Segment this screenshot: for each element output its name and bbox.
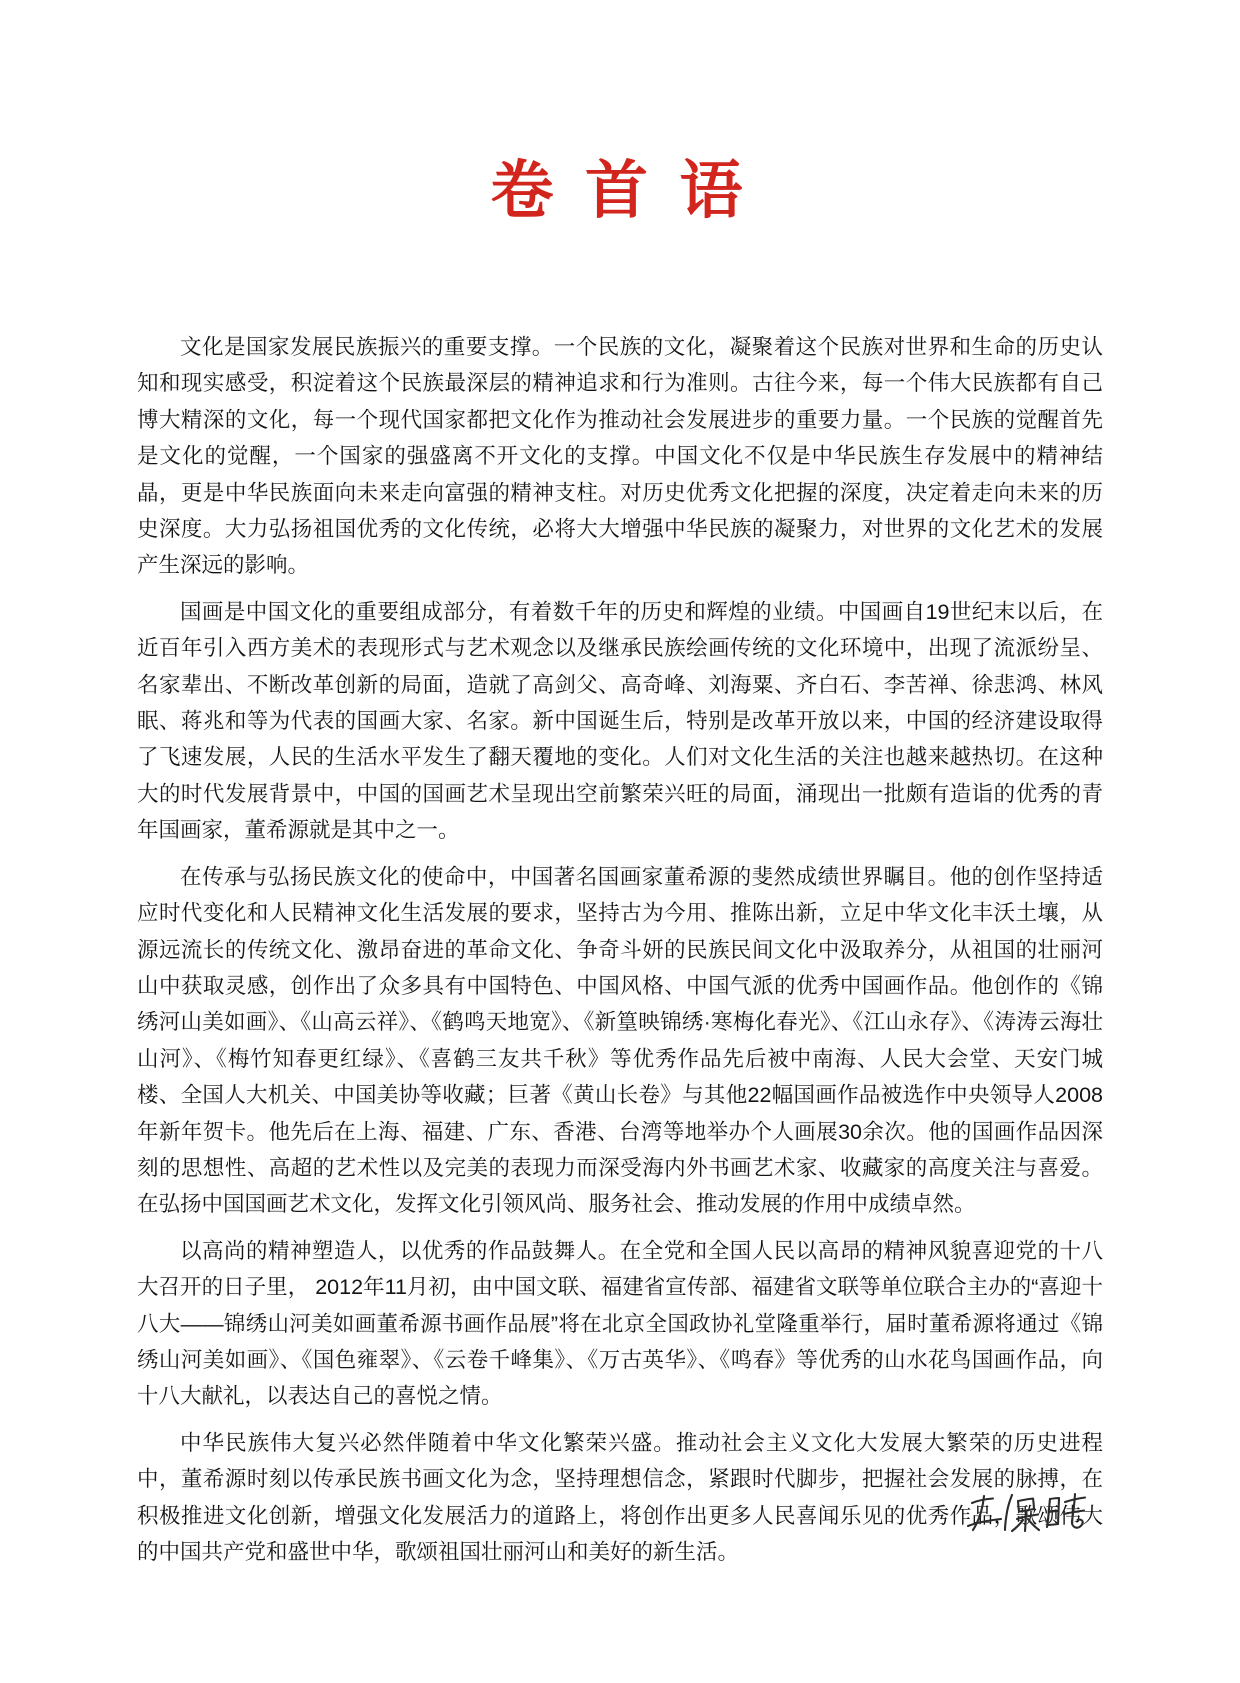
paragraph-1: 文化是国家发展民族振兴的重要支撑。一个民族的文化，凝聚着这个民族对世界和生命的历史认知和现实感受，积淀着这个民族最深层的精神追求和行为准则。古往今来，每一个伟大民族都有自己博大精深的文化，每一个现代国家都把文化作为推动社会发展进步的重要力量。一个民族的觉醒首先是文化的觉醒，一个国家的强盛离不开文化的支撑。中国文化不仅是中华民族生存发展中的精神结晶，更是中华民族面向未来走向富强的精神支柱。对历史优秀文化把握的深度，决定着走向未来的历史深度。大力弘扬祖国优秀的文化传统，必将大大增强中华民族的凝聚力，对世界的文化艺术的发展产生深远的影响。 xyxy=(137,335,1103,578)
document-body xyxy=(137,329,1103,1580)
paragraph-2: 国画是中国文化的重要组成部分，有着数千年的历史和辉煌的业绩。中国画自19世纪末以后，在近百年引入西方美术的表现形式与艺术观念以及继承民族绘画传统的文化环境中，出现了流派纷呈、名家辈出、不断改革创新的局面，造就了高剑父、高奇峰、刘海粟、齐白石、李苦禅、徐悲鸿、林风眠、蒋兆和等为代表的国画大家、名家。新中国诞生后，特别是改革开放以来，中国的经济建设取得了飞速发展，人民的生活水平发生了翻天覆地的变化。人们对文化生活的关注也越来越热切。在这种大的时代发展背景中，中国的国画艺术呈现出空前繁荣兴旺的局面，涌现出一批颇有造诣的优秀的青年国画家，董希源就是其中之一。 xyxy=(137,599,1103,843)
signature-icon xyxy=(965,1486,1100,1548)
signature-handwriting xyxy=(965,1486,1100,1548)
page-title: 卷 首 语 xyxy=(490,156,750,226)
paragraph-3: 在传承与弘扬民族文化的使命中，中国著名国画家董希源的斐然成绩世界瞩目。他的创作坚持适应时代变化和人民精神文化生活发展的要求，坚持古为今用、推陈出新，立足中华文化丰沃土壤，从源远流长的传统文化、激昂奋进的革命文化、争奇斗妍的民族民间文化中汲取养分，从祖国的壮丽河山中获取灵感，创作出了众多具有中国特色、中国风格、中国气派的优秀中国画作品。他创作的《锦绣河山美如画》、《山高云祥》、《鹤鸣天地宽》、《新篁映锦绣·寒梅化春光》、《江山永存》、《涛涛云海壮山河》、《梅竹知春更红绿》、《喜鹤三友共千秋》等优秀作品先后被中南海、人民大会堂、天安门城楼、全国人大机关、中国美协等收藏；巨著《黄山长卷》与其他22幅国画作品被选作中央领导人2008年新年贺卡。他先后在上海、福建、广东、香港、台湾等地举办个人画展30余次。他的国画作品因深刻的思想性、高超的艺术性以及完美的表现力而深受海内外书画艺术家、收藏家的高度关注与喜爱。在弘扬中国国画艺术文化，发挥文化引领风尚、服务社会、推动发展的作用中成绩卓然。 xyxy=(137,864,1103,1217)
paragraph-5: 中华民族伟大复兴必然伴随着中华文化繁荣兴盛。推动社会主义文化大发展大繁荣的历史进程中，董希源时刻以传承民族书画文化为念，坚持理想信念，紧跟时代脚步，把握社会发展的脉搏，在积极推进文化创新，增强文化发展活力的道路上，将创作出更多人民喜闻乐见的优秀作品，歌颂伟大的中国共产党和盛世中华，歌颂祖国壮丽河山和美好的新生活。 xyxy=(137,1430,1103,1564)
paragraph-4: 以高尚的精神塑造人，以优秀的作品鼓舞人。在全党和全国人民以高昂的精神风貌喜迎党的十八大召开的日子里， 2012年11月初，由中国文联、福建省宣传部、福建省文联等单位联合主办的“喜迎十八大——锦绣山河美如画董希源书画作品展”将在北京全国政协礼堂隆重举行，届时董希源将通过《锦绣山河美如画》、《国色雍翠》、《云卷千峰集》、《万古英华》、《鸣春》等优秀的山水花鸟国画作品，向十八大献礼，以表达自己的喜悦之情。 xyxy=(137,1238,1103,1409)
